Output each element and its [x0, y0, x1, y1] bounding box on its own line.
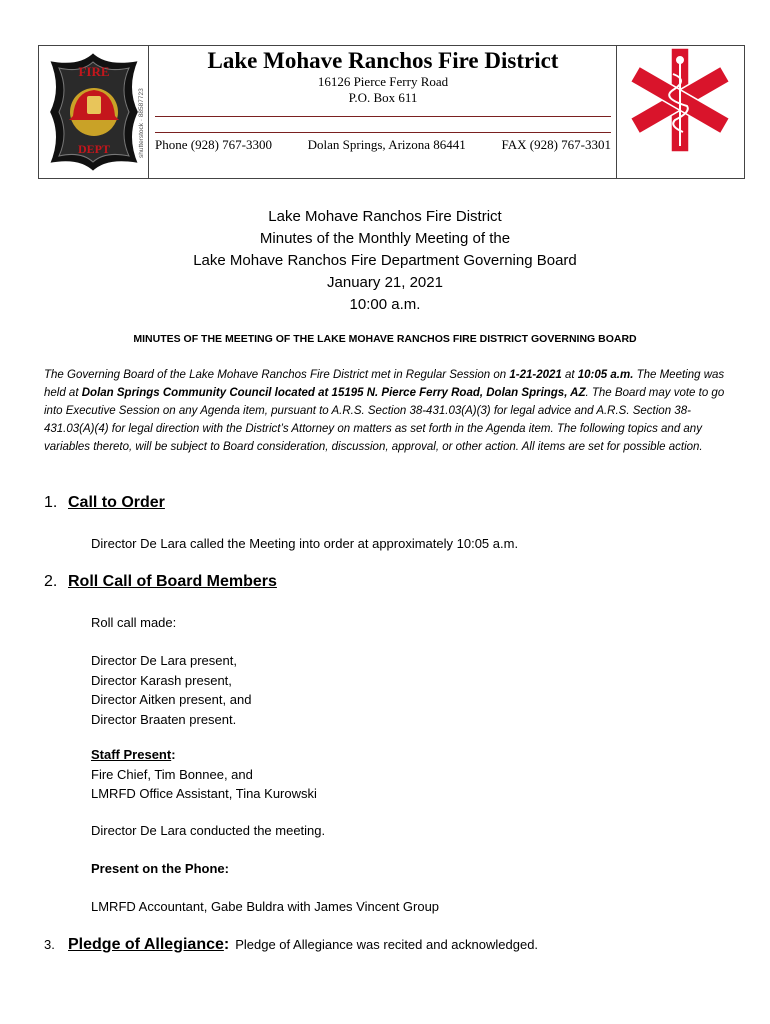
item-number: 3. — [44, 937, 55, 952]
item-call-to-order-heading — [44, 494, 165, 512]
intro-text: The Meeting was held at — [44, 369, 725, 399]
maltese-cross-icon — [39, 46, 148, 178]
director-entry: Director Braaten present. — [91, 711, 237, 727]
meeting-time: 10:00 a.m. — [349, 296, 421, 313]
pledge-text: Pledge of Allegiance was recited and acknowledged. — [235, 937, 539, 952]
address-line-1: 16126 Pierce Ferry Road — [317, 74, 449, 89]
intro-text: The Governing Board of the Lake Mohave Ranchos Fire District met in Regular Session on — [44, 369, 510, 381]
staff-section — [91, 745, 317, 804]
intro-paragraph — [44, 366, 734, 456]
item-title: Call to Order — [68, 494, 165, 511]
contact-line — [155, 137, 611, 153]
district-name: Lake Mohave Ranchos Fire District — [207, 48, 559, 73]
staff-entry: LMRFD Office Assistant, Tina Kurowski — [91, 786, 317, 801]
document-title — [0, 206, 770, 316]
conducted-text: Director De Lara conducted the meeting. — [91, 823, 326, 838]
director-entry: Director Aitken present, and — [91, 692, 252, 707]
logo-fire-text: FIRE — [78, 64, 110, 79]
staff-colon: : — [171, 747, 176, 762]
star-of-life-logo — [616, 46, 744, 178]
directors-list — [91, 651, 251, 729]
staff-entry: Fire Chief, Tim Bonnee, and — [91, 766, 253, 782]
address-line-2: P.O. Box 611 — [348, 90, 418, 105]
letterhead — [38, 45, 745, 179]
item-title: Pledge of Allegiance — [68, 936, 224, 953]
item-pledge-heading — [44, 936, 538, 954]
staff-label: Staff Present — [91, 747, 172, 762]
phone-number: Phone (928) 767-3300 — [155, 137, 272, 152]
phone-attendee: LMRFD Accountant, Gabe Buldra with James Vincent Group — [91, 899, 440, 914]
city-state: Dolan Springs, Arizona 86441 — [307, 137, 466, 152]
item-title: Roll Call of Board Members — [68, 573, 277, 590]
director-entry: Director Karash present, — [91, 672, 232, 688]
intro-time: 10:05 a.m. — [577, 369, 634, 381]
title-line: Minutes of the Monthly Meeting of the — [259, 230, 511, 247]
title-line: Lake Mohave Ranchos Fire District — [268, 208, 502, 225]
divider — [155, 132, 611, 133]
intro-text: . The Board may vote to go into Executive Session on any Agenda item, pursuant to A.R.S. Section 38-431.03(A)(3) for legal advice and A.R.S. Section 38-431.03(A)(4) for legal direction with the District’s Attorney on matters as set forth in the Agenda item. The following topics and any variables thereto, will be subject to Board consideration, discussion, approval, or other action. All items are set for possible action. — [44, 387, 725, 453]
director-entry: Director De Lara present, — [91, 653, 237, 668]
call-to-order-text: Director De Lara called the Meeting into order at approximately 10:05 a.m. — [91, 536, 519, 551]
intro-text: at — [561, 369, 578, 381]
phone-heading: Present on the Phone: — [91, 861, 229, 876]
star-of-life-icon — [617, 46, 744, 178]
logo-dept-text: DEPT — [77, 142, 111, 156]
item-colon: : — [223, 936, 230, 953]
meeting-date: January 21, 2021 — [327, 274, 443, 291]
item-number: 2. — [44, 573, 58, 590]
section-heading: MINUTES OF THE MEETING OF THE LAKE MOHAVE RANCHOS FIRE DISTRICT GOVERNING BOARD — [133, 333, 637, 345]
fire-dept-logo — [39, 46, 149, 178]
logo-watermark: shutterstock · 88587723 — [138, 88, 145, 158]
roll-call-intro: Roll call made: — [91, 615, 177, 630]
item-number: 1. — [44, 494, 58, 511]
divider — [155, 116, 611, 117]
staff-heading — [91, 745, 317, 765]
intro-date: 1-21-2021 — [509, 369, 562, 381]
fax-number: FAX (928) 767-3301 — [501, 137, 611, 152]
letterhead-text — [149, 46, 617, 178]
item-roll-call-heading — [44, 573, 277, 591]
intro-location: Dolan Springs Community Council located at 15195 N. Pierce Ferry Road, Dolan Springs, AZ — [81, 387, 586, 399]
title-line: Lake Mohave Ranchos Fire Department Governing Board — [193, 252, 577, 269]
